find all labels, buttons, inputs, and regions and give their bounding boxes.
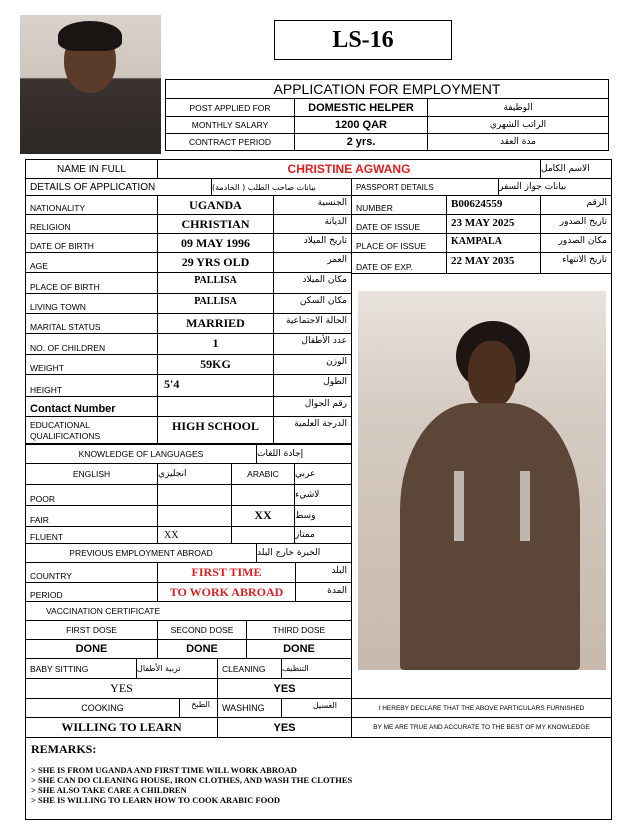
fair-english [157, 505, 232, 527]
exp-date-value: 22 MAY 2035 [446, 252, 541, 274]
ref-code-box [274, 20, 452, 60]
fluent-english-mark: XX [157, 526, 232, 544]
form-title: APPLICATION FOR EMPLOYMENT [273, 81, 501, 97]
fair-label: FAIR [25, 505, 158, 527]
arabic-label: ARABIC [231, 463, 295, 485]
cleaning-label: CLEANING [217, 658, 282, 679]
period-ar: المدة [295, 582, 352, 602]
issue-place-ar: مكان الصدور [540, 233, 612, 253]
third-dose-label: THIRD DOSE [246, 620, 352, 640]
personal-value-1: CHRISTIAN [157, 214, 274, 234]
vaccination-label: VACCINATION CERTIFICATE [25, 601, 352, 621]
contract-value: 2 yrs. [294, 133, 428, 151]
name-ar: الاسم الكامل [540, 159, 612, 179]
remark-line: > SHE IS FROM UGANDA AND FIRST TIME WILL WORK ABROAD [31, 765, 297, 775]
issue-date-value: 23 MAY 2025 [446, 214, 541, 234]
personal-ar-11: الدرجة العلمية [273, 416, 352, 444]
name-value: CHRISTINE AGWANG [157, 159, 541, 179]
declaration-line-2: BY ME ARE TRUE AND ACCURATE TO THE BEST OF MY KNOWLEDGE [351, 717, 612, 738]
baby-sitting-ar: تربية الأطفال [136, 658, 218, 679]
cooking-ar: الطبخ [191, 700, 210, 709]
passport-number-value: B00624559 [446, 195, 541, 215]
post-label: POST APPLIED FOR [165, 98, 295, 117]
applicant-full-photo [358, 291, 606, 670]
salary-value: 1200 QAR [294, 116, 428, 134]
personal-label-5: LIVING TOWN [25, 293, 158, 314]
washing-value: YES [217, 717, 352, 738]
remarks-heading: REMARKS: [31, 742, 97, 756]
personal-value-8: 59KG [157, 354, 274, 375]
first-dose-value: DONE [25, 639, 158, 659]
personal-ar-10: رقم الجوال [273, 396, 352, 417]
remarks-section [25, 737, 612, 820]
full-photo-hoodie-print [454, 471, 530, 541]
fair-arabic-mark: XX [231, 505, 295, 527]
country-label: COUNTRY [25, 562, 158, 583]
remarks-lines [31, 765, 606, 805]
contract-ar: مدة العقد [427, 133, 609, 151]
languages-label: KNOWLEDGE OF LANGUAGES [25, 444, 257, 464]
personal-value-9: 5'4 [157, 374, 274, 397]
personal-label-8: WEIGHT [25, 354, 158, 375]
salary-ar: الراتب الشهري [427, 116, 609, 134]
issue-date-label: DATE OF ISSUE [351, 214, 447, 234]
exp-date-label: DATE OF EXP. [351, 252, 447, 274]
personal-label-6: MARITAL STATUS [25, 313, 158, 334]
period-label: PERIOD [25, 582, 158, 602]
cooking-value: WILLING TO LEARN [25, 717, 218, 738]
salary-label: MONTHLY SALARY [165, 116, 295, 134]
details-label: DETAILS OF APPLICATION [25, 178, 212, 196]
previous-employment-label: PREVIOUS EMPLOYMENT ABROAD [25, 543, 257, 563]
issue-date-ar: تاريخ الصدور [540, 214, 612, 234]
personal-value-2: 09 MAY 1996 [157, 233, 274, 253]
poor-ar: لاشيء [294, 484, 352, 506]
ref-code: LS-16 [332, 26, 394, 53]
personal-value-5: PALLISA [157, 293, 274, 314]
personal-ar-8: الوزن [273, 354, 352, 375]
poor-label: POOR [25, 484, 158, 506]
personal-label-11: EDUCATIONAL QUALIFICATIONS [25, 416, 158, 444]
exp-date-ar: تاريخ الانتهاء [540, 252, 612, 274]
personal-ar-9: الطول [273, 374, 352, 397]
poor-english [157, 484, 232, 506]
passport-number-ar: الرقم [540, 195, 612, 215]
photo-hair [58, 21, 122, 51]
cleaning-ar: التنظيف [281, 658, 352, 679]
personal-ar-3: العمر [273, 252, 352, 273]
personal-label-1: RELIGION [25, 214, 158, 234]
second-dose-value: DONE [157, 639, 247, 659]
personal-value-10 [157, 396, 274, 417]
details-ar: بيانات صاحب الطلب ( الخادمة) [211, 178, 352, 196]
personal-ar-4: مكان الميلاد [273, 272, 352, 294]
third-dose-value: DONE [246, 639, 352, 659]
remark-line: > SHE ALSO TAKE CARE A CHILDREN [31, 785, 187, 795]
personal-label-3: AGE [25, 252, 158, 273]
washing-label: WASHING [217, 698, 282, 718]
languages-ar: إجادة اللغات [256, 444, 352, 464]
remark-line: > SHE CAN DO CLEANING HOUSE, IRON CLOTHES, AND WASH THE CLOTHES [31, 775, 353, 785]
issue-place-value: KAMPALA [446, 233, 541, 253]
fair-ar: وسط [294, 505, 352, 527]
post-value: DOMESTIC HELPER [294, 98, 428, 117]
fluent-ar: ممتاز [294, 526, 352, 544]
country-ar: البلد [295, 562, 352, 583]
previous-employment-ar: الخبرة خارج البلد [256, 543, 352, 563]
passport-ar: بيانات جواز السفر [498, 178, 612, 196]
form-title-box [165, 79, 609, 99]
personal-value-11: HIGH SCHOOL [157, 416, 274, 444]
country-value: FIRST TIME [157, 562, 296, 583]
fluent-label: FLUENT [25, 526, 158, 544]
first-dose-label: FIRST DOSE [25, 620, 158, 640]
baby-sitting-value: YES [25, 678, 218, 699]
name-label: NAME IN FULL [25, 159, 158, 179]
personal-ar-6: الحالة الاجتماعية [273, 313, 352, 334]
cooking-label: COOKING [25, 698, 180, 718]
passport-number-label: NUMBER [351, 195, 447, 215]
post-ar: الوظيفة [427, 98, 609, 117]
personal-ar-0: الجنسية [273, 195, 352, 215]
personal-label-0: NATIONALITY [25, 195, 158, 215]
personal-value-6: MARRIED [157, 313, 274, 334]
arabic-ar: عربي [294, 463, 352, 485]
declaration-line-1: I HEREBY DECLARE THAT THE ABOVE PARTICULARS FURNISHED [351, 698, 612, 718]
personal-label-2: DATE OF BIRTH [25, 233, 158, 253]
personal-value-0: UGANDA [157, 195, 274, 215]
contract-label: CONTRACT PERIOD [165, 133, 295, 151]
personal-ar-5: مكان السكن [273, 293, 352, 314]
remark-line: > SHE IS WILLING TO LEARN HOW TO COOK ARABIC FOOD [31, 795, 281, 805]
issue-place-label: PLACE OF ISSUE [351, 233, 447, 253]
personal-label-7: NO. OF CHILDREN [25, 333, 158, 355]
second-dose-label: SECOND DOSE [157, 620, 247, 640]
personal-ar-7: عدد الأطفال [273, 333, 352, 355]
personal-ar-1: الديانة [273, 214, 352, 234]
personal-value-7: 1 [157, 333, 274, 355]
personal-ar-2: تاريخ الميلاد [273, 233, 352, 253]
personal-value-4: PALLISA [157, 272, 274, 294]
passport-label: PASSPORT DETAILS [351, 178, 499, 196]
washing-ar: الغسيل [281, 698, 352, 718]
english-ar: انجليزي [157, 463, 232, 485]
baby-sitting-label: BABY SITTING [25, 658, 137, 679]
applicant-passport-photo [20, 15, 161, 154]
personal-value-3: 29 YRS OLD [157, 252, 274, 273]
period-value: TO WORK ABROAD [157, 582, 296, 602]
english-label: ENGLISH [25, 463, 158, 485]
personal-label-4: PLACE OF BIRTH [25, 272, 158, 294]
cleaning-value: YES [217, 678, 352, 699]
fluent-arabic [231, 526, 295, 544]
personal-label-10: Contact Number [25, 396, 158, 417]
personal-label-9: HEIGHT [25, 374, 158, 397]
full-photo-face [468, 341, 516, 407]
poor-arabic [231, 484, 295, 506]
